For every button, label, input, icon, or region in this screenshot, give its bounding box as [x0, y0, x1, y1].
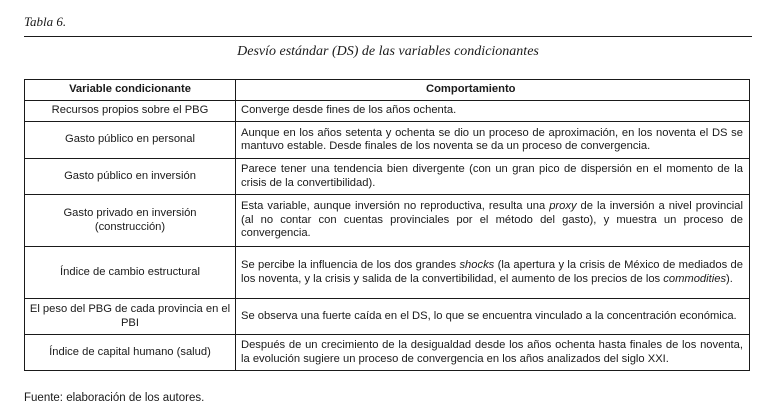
table-row [25, 335, 750, 371]
row-variable: Gasto público en personal [25, 122, 236, 159]
table-row [25, 122, 750, 159]
table-row [25, 247, 750, 299]
row-variable: Gasto privado en inversión (construcción) [25, 195, 236, 247]
data-table [24, 79, 750, 371]
table-header-row [25, 80, 750, 101]
table-row [25, 195, 750, 247]
emphasis-commodities: commodities [663, 272, 727, 285]
row-variable: Gasto público en inversión [25, 159, 236, 195]
table-row [25, 299, 750, 335]
source-note: Fuente: elaboración de los autores. [24, 392, 205, 404]
row-behavior: Se observa una fuerte caída en el DS, lo que se encuentra vinculado a la concentración económica. [236, 299, 750, 335]
top-rule [24, 36, 752, 37]
row-behavior: Parece tener una tendencia bien divergente (con un gran pico de dispersión en el momento de la crisis de la convertibilidad). [236, 159, 750, 195]
row-variable: Índice de cambio estructural [25, 247, 236, 299]
emphasis-proxy: proxy [549, 200, 577, 213]
table-caption: Tabla 6. [24, 14, 67, 29]
table-row [25, 101, 750, 122]
row-variable: El peso del PBG de cada provincia en el PBI [25, 299, 236, 335]
header-variable: Variable condicionante [25, 80, 236, 101]
row-variable: Índice de capital humano (salud) [25, 335, 236, 371]
table-row [25, 159, 750, 195]
row-behavior: Después de un crecimiento de la desigualdad desde los años ochenta hasta finales de los noventa, la evolución sugiere un proceso de convergencia en los años analizados del siglo XXI. [236, 335, 750, 371]
emphasis-shocks: shocks [459, 259, 495, 271]
table-title: Desvío estándar (DS) de las variables condicionantes [237, 44, 539, 59]
row-variable: Recursos propios sobre el PBG [25, 101, 236, 122]
row-behavior: Se percibe la influencia de los dos grandes shocks (la apertura y la crisis de México de mediados de los noventa, y la crisis y salida de la convertibilidad, el aumento de los precios de los commodities). [236, 247, 750, 299]
row-behavior: Aunque en los años setenta y ochenta se dio un proceso de aproximación, en los noventa el DS se mantuvo estable. Desde finales de los noventa se da un proceso de convergencia. [236, 122, 750, 159]
row-behavior: Esta variable, aunque inversión no reproductiva, resulta una proxy de la inversión a nivel provincial (al no contar con cuentas provinciales por el método del gasto), y muestra un proceso de convergencia. [236, 195, 750, 247]
row-behavior: Converge desde fines de los años ochenta. [236, 101, 750, 122]
header-behavior: Comportamiento [236, 80, 750, 101]
